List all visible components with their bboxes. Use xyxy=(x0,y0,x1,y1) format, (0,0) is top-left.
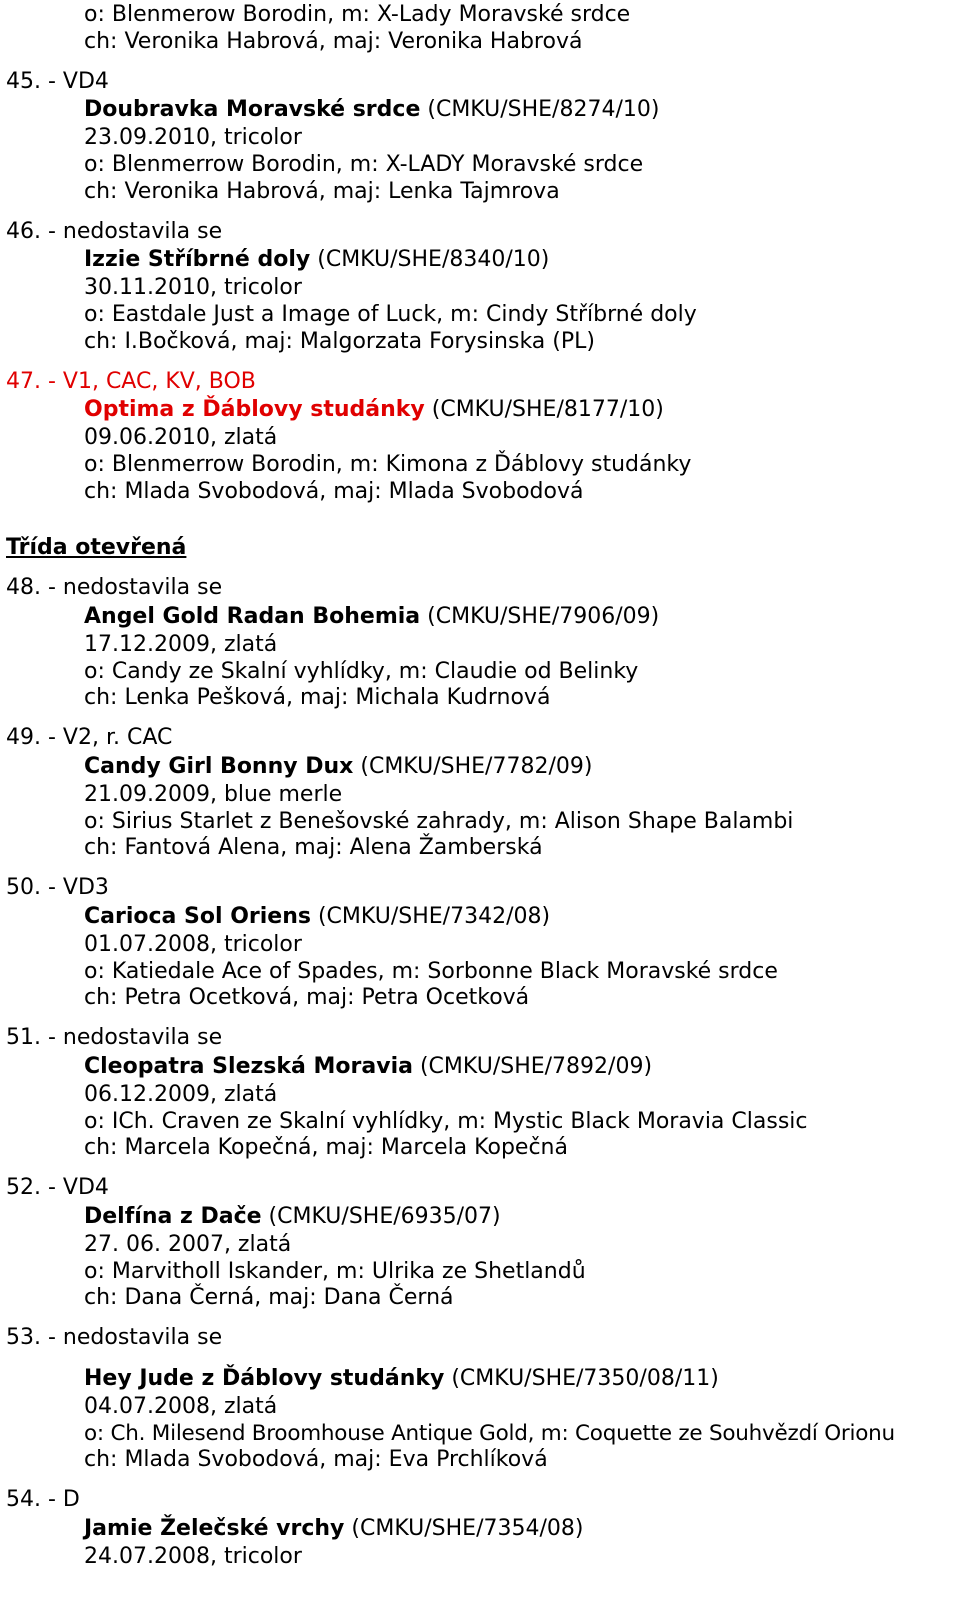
entry-title xyxy=(84,396,664,423)
dog-name: Delfína z Dače xyxy=(84,1204,262,1229)
entry-owners: ch: Marcela Kopečná, maj: Marcela Kopečná xyxy=(84,1135,568,1160)
entry-parents: o: Katiedale Ace of Spades, m: Sorbonne Black Moravské srdce xyxy=(84,959,778,984)
entry-owners: ch: Petra Ocetková, maj: Petra Ocetková xyxy=(84,985,530,1010)
registration-number: (CMKU/SHE/7354/08) xyxy=(344,1516,584,1541)
entry-parents: o: Sirius Starlet z Benešovské zahrady, m: Alison Shape Balambi xyxy=(84,809,794,834)
entry-header: 46. - nedostavila se xyxy=(6,219,223,244)
entry-born: 30.11.2010, tricolor xyxy=(84,275,302,300)
dog-name: Candy Girl Bonny Dux xyxy=(84,754,354,779)
entry-header: 45. - VD4 xyxy=(6,69,109,94)
registration-number: (CMKU/SHE/7906/09) xyxy=(420,604,660,629)
entry-parents: o: Ch. Milesend Broomhouse Antique Gold, m: Coquette ze Souhvězdí Orionu xyxy=(84,1421,895,1446)
entry-owners: ch: Mlada Svobodová, maj: Eva Prchlíková xyxy=(84,1447,548,1472)
section-title: Třída otevřená xyxy=(6,535,187,560)
entry-parents: o: Marvitholl Iskander, m: Ulrika ze Shetlandů xyxy=(84,1259,586,1284)
registration-number: (CMKU/SHE/6935/07) xyxy=(261,1204,501,1229)
entry-header: 51. - nedostavila se xyxy=(6,1025,223,1050)
entry-born: 23.09.2010, tricolor xyxy=(84,125,302,150)
entry-title xyxy=(84,603,659,630)
entry-born: 24.07.2008, tricolor xyxy=(84,1544,302,1569)
dog-name: Cleopatra Slezská Moravia xyxy=(84,1054,413,1079)
entry-header: 52. - VD4 xyxy=(6,1175,109,1200)
registration-number: (CMKU/SHE/7782/09) xyxy=(353,754,593,779)
registration-number: (CMKU/SHE/8340/10) xyxy=(310,247,550,272)
dog-name: Optima z Ďáblovy studánky xyxy=(84,397,425,422)
entry-owners: ch: Veronika Habrová, maj: Lenka Tajmrova xyxy=(84,179,560,204)
entry-owners: ch: Dana Černá, maj: Dana Černá xyxy=(84,1285,454,1310)
dog-name: Izzie Stříbrné doly xyxy=(84,247,311,272)
entry-parents: o: Blenmerrow Borodin, m: Kimona z Ďáblovy studánky xyxy=(84,452,692,477)
entry-born: 06.12.2009, zlatá xyxy=(84,1082,278,1107)
entry-title xyxy=(84,753,592,780)
dog-name: Hey Jude z Ďáblovy studánky xyxy=(84,1366,445,1391)
entry-owners: ch: Lenka Pešková, maj: Michala Kudrnová xyxy=(84,685,551,710)
registration-number: (CMKU/SHE/8274/10) xyxy=(420,97,660,122)
entry-owners: ch: Veronika Habrová, maj: Veronika Habrová xyxy=(84,29,583,54)
entry-title xyxy=(84,246,549,273)
entry-parents: o: Blenmerow Borodin, m: X-Lady Moravské srdce xyxy=(84,2,631,27)
entry-born: 09.06.2010, zlatá xyxy=(84,425,278,450)
dog-name: Angel Gold Radan Bohemia xyxy=(84,604,421,629)
entry-owners: ch: I.Bočková, maj: Malgorzata Forysinska (PL) xyxy=(84,329,595,354)
entry-title xyxy=(84,903,550,930)
dog-name: Carioca Sol Oriens xyxy=(84,904,311,929)
entry-title xyxy=(84,96,659,123)
registration-number: (CMKU/SHE/7342/08) xyxy=(310,904,551,929)
registration-number: (CMKU/SHE/7892/09) xyxy=(412,1054,653,1079)
entry-title xyxy=(84,1203,501,1230)
entry-parents: o: ICh. Craven ze Skalní vyhlídky, m: Mystic Black Moravia Classic xyxy=(84,1109,808,1134)
entry-owners: ch: Fantová Alena, maj: Alena Žamberská xyxy=(84,835,543,860)
entry-born: 01.07.2008, tricolor xyxy=(84,932,302,957)
entry-parents: o: Candy ze Skalní vyhlídky, m: Claudie od Belinky xyxy=(84,659,639,684)
dog-name: Jamie Želečské vrchy xyxy=(84,1516,345,1541)
registration-number: (CMKU/SHE/7350/08/11) xyxy=(444,1366,719,1391)
entry-header: 49. - V2, r. CAC xyxy=(6,725,173,750)
entry-header: 48. - nedostavila se xyxy=(6,575,223,600)
entry-title xyxy=(84,1365,719,1392)
entry-born: 04.07.2008, zlatá xyxy=(84,1394,278,1419)
entry-born: 21.09.2009, blue merle xyxy=(84,782,343,807)
entry-header: 54. - D xyxy=(6,1487,80,1512)
registration-number: (CMKU/SHE/8177/10) xyxy=(424,397,664,422)
dog-name: Doubravka Moravské srdce xyxy=(84,97,421,122)
entry-title xyxy=(84,1515,583,1542)
entry-born: 27. 06. 2007, zlatá xyxy=(84,1232,292,1257)
entry-title xyxy=(84,1053,652,1080)
entry-header: 53. - nedostavila se xyxy=(6,1325,223,1350)
entry-born: 17.12.2009, zlatá xyxy=(84,632,278,657)
entry-header: 50. - VD3 xyxy=(6,875,109,900)
entry-header: 47. - V1, CAC, KV, BOB xyxy=(6,369,256,394)
entry-parents: o: Blenmerrow Borodin, m: X-LADY Moravské srdce xyxy=(84,152,644,177)
entry-owners: ch: Mlada Svobodová, maj: Mlada Svobodová xyxy=(84,479,584,504)
entry-parents: o: Eastdale Just a Image of Luck, m: Cindy Stříbrné doly xyxy=(84,302,697,327)
